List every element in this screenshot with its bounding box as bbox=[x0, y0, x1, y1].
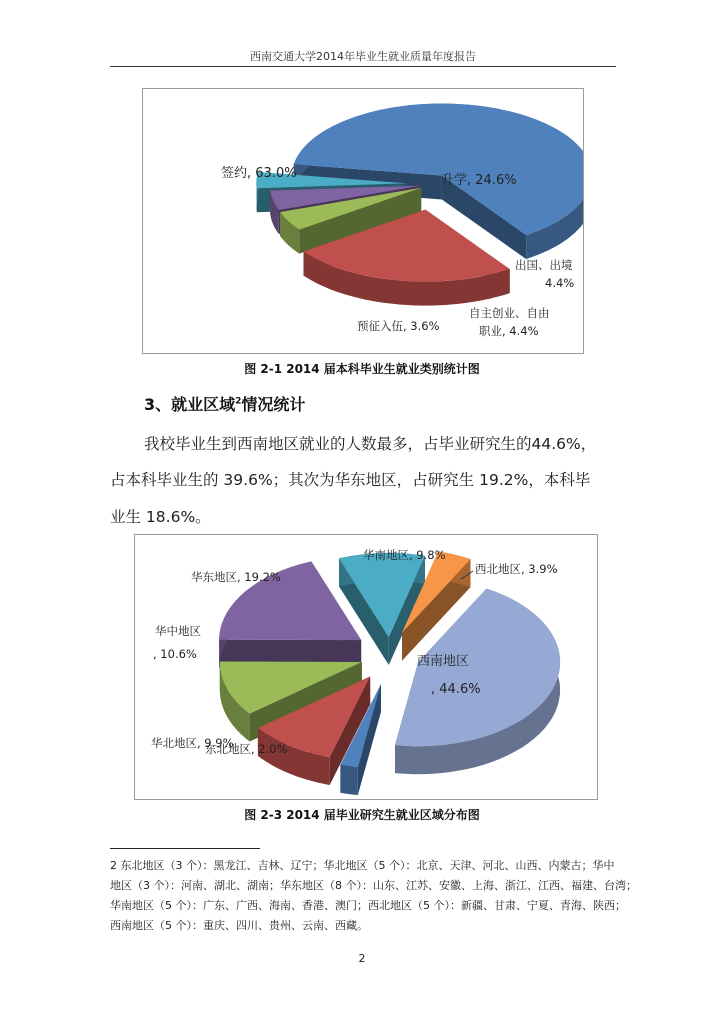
label-xinan-line1: 西南地区 bbox=[417, 654, 470, 669]
pie2-slice-side bbox=[340, 765, 357, 795]
pie2-slices bbox=[219, 551, 560, 795]
footnote bbox=[110, 856, 637, 936]
pie-chart-graduate-employment-region bbox=[135, 535, 597, 799]
section-title-main: 3、就业区域 bbox=[144, 395, 236, 414]
paragraph-line-2: 占本科毕业生的 39.6%；其次为华东地区，占研究生 19.2%，本科毕 bbox=[110, 471, 591, 489]
section-title bbox=[144, 392, 305, 415]
label-huazhong-line2: , 10.6% bbox=[153, 647, 197, 661]
figure-caption-2-3: 图 2-3 2014 届毕业研究生就业区域分布图 bbox=[244, 808, 480, 822]
pie1-slices bbox=[256, 104, 583, 306]
pie-chart-undergrad-employment-type bbox=[143, 89, 583, 353]
label-huazhong-line1: 华中地区 bbox=[155, 624, 201, 638]
page-number: 2 bbox=[358, 952, 366, 965]
footnote-line-4: 西南地区（5 个）：重庆、四川、贵州、云南、西藏。 bbox=[110, 919, 368, 932]
figure-caption-2-1: 图 2-1 2014 届本科毕业生就业类别统计图 bbox=[244, 362, 480, 376]
label-xibei: 西北地区, 3.9% bbox=[475, 562, 558, 576]
chart-frame-graduate-employment-region bbox=[134, 534, 598, 800]
chart-frame-undergrad-employment-type bbox=[142, 88, 584, 354]
label-huadong: 华东地区, 19.2% bbox=[191, 570, 281, 584]
header-rule bbox=[110, 66, 616, 67]
label-yuzheng: 预征入伍, 3.6% bbox=[357, 319, 440, 333]
label-shengxue: 升学, 24.6% bbox=[441, 173, 517, 188]
label-dongbei: 东北地区, 2.0% bbox=[205, 742, 288, 756]
paragraph-line-1: 我校毕业生到西南地区就业的人数最多，占毕业研究生的44.6%， bbox=[144, 435, 597, 453]
label-qianyue: 签约, 63.0% bbox=[221, 166, 297, 181]
label-zizhu-line1: 自主创业、自由 bbox=[469, 306, 550, 320]
footnote-line-2: 地区（3 个）：河南、湖北、湖南；华东地区（8 个）：山东、江苏、安徽、上海、浙江、江西、福建、台湾； bbox=[110, 879, 637, 892]
label-zizhu-line2: 职业, 4.4% bbox=[479, 324, 539, 338]
label-xinan-line2: , 44.6% bbox=[431, 682, 481, 697]
label-chuguo-line2: 4.4% bbox=[545, 276, 575, 290]
footnote-reference: 2 bbox=[235, 396, 242, 407]
footnote-rule bbox=[110, 848, 260, 849]
label-chuguo-line1: 出国、出境 bbox=[515, 258, 573, 272]
section-title-tail: 情况统计 bbox=[241, 395, 306, 414]
footnote-line-3: 华南地区（5 个）：广东、广西、海南、香港、澳门；西北地区（5 个）：新疆、甘肃、宁夏、青海、陕西； bbox=[110, 899, 626, 912]
label-huanan: 华南地区, 9.8% bbox=[363, 548, 446, 562]
footnote-line-1: 2 东北地区（3 个）：黑龙江、吉林、辽宁；华北地区（5 个）：北京、天津、河北、山西、内蒙古；华中 bbox=[110, 859, 615, 872]
page-header-title: 西南交通大学2014年毕业生就业质量年度报告 bbox=[250, 50, 476, 63]
paragraph-line-3: 业生 18.6%。 bbox=[110, 508, 211, 526]
label-huabei: 华北地区, 9.9% bbox=[151, 736, 234, 750]
